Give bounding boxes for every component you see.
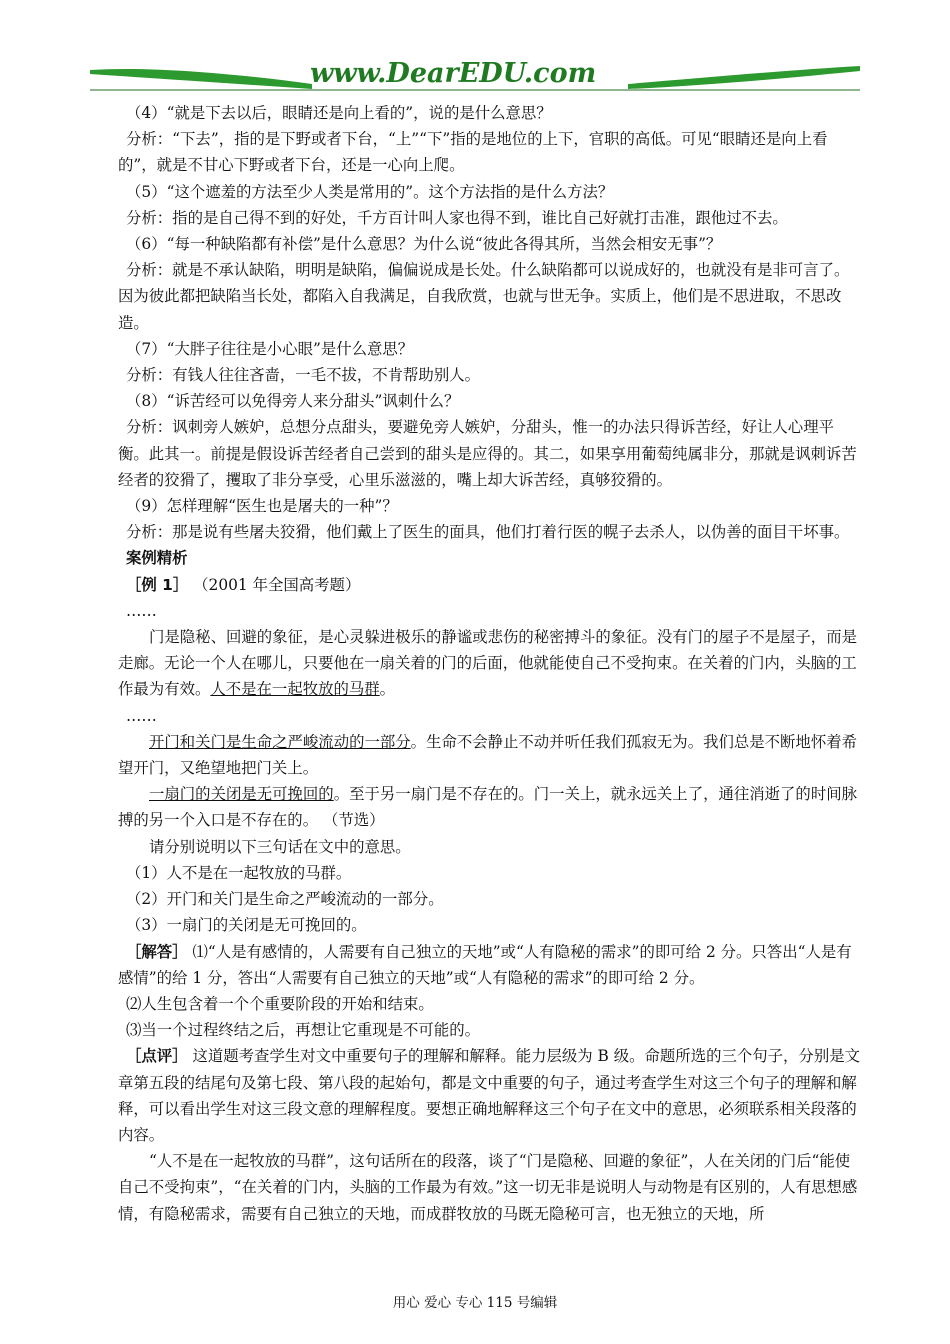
example-label: ［例 1］ [126, 575, 189, 594]
comment-paragraph [118, 1043, 862, 1148]
passage-text: 。 [379, 680, 396, 699]
section-heading: 案例精析 [126, 549, 188, 568]
example-line [118, 572, 862, 598]
answer-9: 分析：那是说有些屠夫狡猾，他们戴上了医生的面具，他们打着行医的幌子去杀人，以伪善的面目干坏事。 [126, 523, 850, 542]
passage-text: 门是隐秘、回避的象征，是心灵躲进极乐的静谧或悲伤的秘密搏斗的象征。没有门的屋子不是屋子，而是走廊。无论一个人在哪儿，只要他在一扇关着的门的后面，他就能使自己不受拘束。在关着的门内，头脑的工作最为有效。 [118, 628, 857, 699]
answer-6: 分析：就是不承认缺陷，明明是缺陷，偏偏说成是长处。什么缺陷都可以说成好的，也就没有是非可言了。因为彼此都把缺陷当长处，都陷入自我满足，自我欣赏，也就与世无争。实质上，他们是不思进取，不思改造。 [118, 261, 850, 332]
question-6: （6）“每一种缺陷都有补偿”是什么意思？为什么说“彼此各得其所，当然会相安无事”？ [126, 235, 722, 254]
prompt-text: 请分别说明以下三句话在文中的意思。 [149, 837, 411, 856]
underlined-sentence-3: 一扇门的关闭是无可挽回的 [149, 785, 334, 804]
question-5: （5）“这个遮羞的方法至少人类是常用的”。这个方法指的是什么方法？ [126, 182, 614, 201]
excerpt-note: （节选） [323, 811, 385, 830]
passage-paragraph-1 [118, 624, 862, 703]
ellipsis: …… [126, 601, 157, 620]
answer-8: 分析：讽刺旁人嫉妒，总想分点甜头，要避免旁人嫉妒，分甜头，惟一的办法只得诉苦经，好让人心理平衡。此其一。前提是假设诉苦经者自己尝到的甜头是应得的。其二，如果享用葡萄纯属非分，那就是讽刺诉苦经者的狡猾了，攫取了非分享受，心里乐滋滋的，嘴上却大诉苦经，真够狡猾的。 [118, 418, 857, 489]
list-item: （1）人不是在一起牧放的马群。 [126, 863, 352, 882]
answer-text: ⑴“人是有感情的，人需要有自己独立的天地”或“人有隐秘的需求”的即可给 2 分。只答出“人是有感情”的给 1 分，答出“人需要有自己独立的天地”或“人有隐秘的需求”的即可给 2 分。 [118, 942, 852, 987]
question-9: （9）怎样理解“医生也是屠夫的一种”？ [126, 497, 398, 516]
document-body [118, 100, 862, 1227]
answer-7: 分析：有钱人往往吝啬，一毛不拔，不肯帮助别人。 [126, 366, 480, 385]
answer-item: ⑵人生包含着一个个重要阶段的开始和结束。 [126, 994, 434, 1013]
passage-paragraph-2 [118, 729, 862, 781]
answer-item: ⑶当一个过程终结之后，再想让它重现是不可能的。 [126, 1021, 480, 1040]
ellipsis: …… [126, 706, 157, 725]
question-7: （7）“大胖子往往是小心眼”是什么意思？ [126, 339, 414, 358]
answer-paragraph [118, 939, 862, 991]
answer-label: ［解答］ [126, 942, 188, 961]
site-logo-text[interactable]: www.DearEDU.com [310, 58, 597, 89]
answer-5: 分析：指的是自己得不到的好处，千方百计叫人家也得不到，谁比自己好就打击准，跟他过不去。 [126, 208, 788, 227]
example-source: （2001 年全国高考题） [193, 575, 361, 594]
passage-text: 。至于另一扇门是不存在的。门一关上，就永远关上了，通往消逝了的时间脉搏的另一个入口是不存在的。 [118, 785, 857, 830]
list-item: （3）一扇门的关闭是无可挽回的。 [126, 916, 367, 935]
question-4: （4）“就是下去以后，眼睛还是向上看的”，说的是什么意思？ [126, 104, 552, 122]
list-item: （2）开门和关门是生命之严峻流动的一部分。 [126, 890, 444, 909]
underlined-sentence-1: 人不是在一起牧放的马群 [210, 680, 380, 699]
comment-label: ［点评］ [126, 1047, 188, 1066]
passage-text: 。生命不会静止不动并听任我们孤寂无为。我们总是不断地怀着希望开门，又绝望地把门关上。 [118, 732, 857, 778]
question-8: （8）“诉苦经可以免得旁人来分甜头”讽刺什么？ [126, 392, 460, 411]
comment-text: 这道题考查学生对文中重要句子的理解和解释。能力层级为 B 级。命题所选的三个句子，分别是文章第五段的结尾句及第七段、第八段的起始句，都是文中重要的句子，通过考查学生对这三个句子的理解和解释，可以看出学生对这三段文意的理解程度。要想正确地解释这三个句子在文中的意思，必须联系相关段落的内容。 [118, 1047, 860, 1144]
answer-4: 分析：“下去”，指的是下野或者下台，“上”“下”指的是地位的上下，官职的高低。可见“眼睛还是向上看的”，就是不甘心下野或者下台，还是一心向上爬。 [118, 130, 828, 175]
page-footer: 用心 爱心 专心 115 号编辑 [392, 1295, 558, 1311]
comment-paragraph-2: “人不是在一起牧放的马群”，这句话所在的段落，谈了“门是隐秘、回避的象征”，人在关闭的门后“能使自己不受拘束”，“在关着的门内，头脑的工作最为有效。”这一切无非是说明人与动物是有区别的，人有思想感情，有隐秘需求，需要有自己独立的天地，而成群牧放的马既无隐秘可言，也无独立的天地，所 [118, 1152, 858, 1223]
underlined-sentence-2: 开门和关门是生命之严峻流动的一部分 [149, 732, 411, 751]
passage-paragraph-3 [118, 781, 862, 833]
page-header [0, 0, 950, 100]
